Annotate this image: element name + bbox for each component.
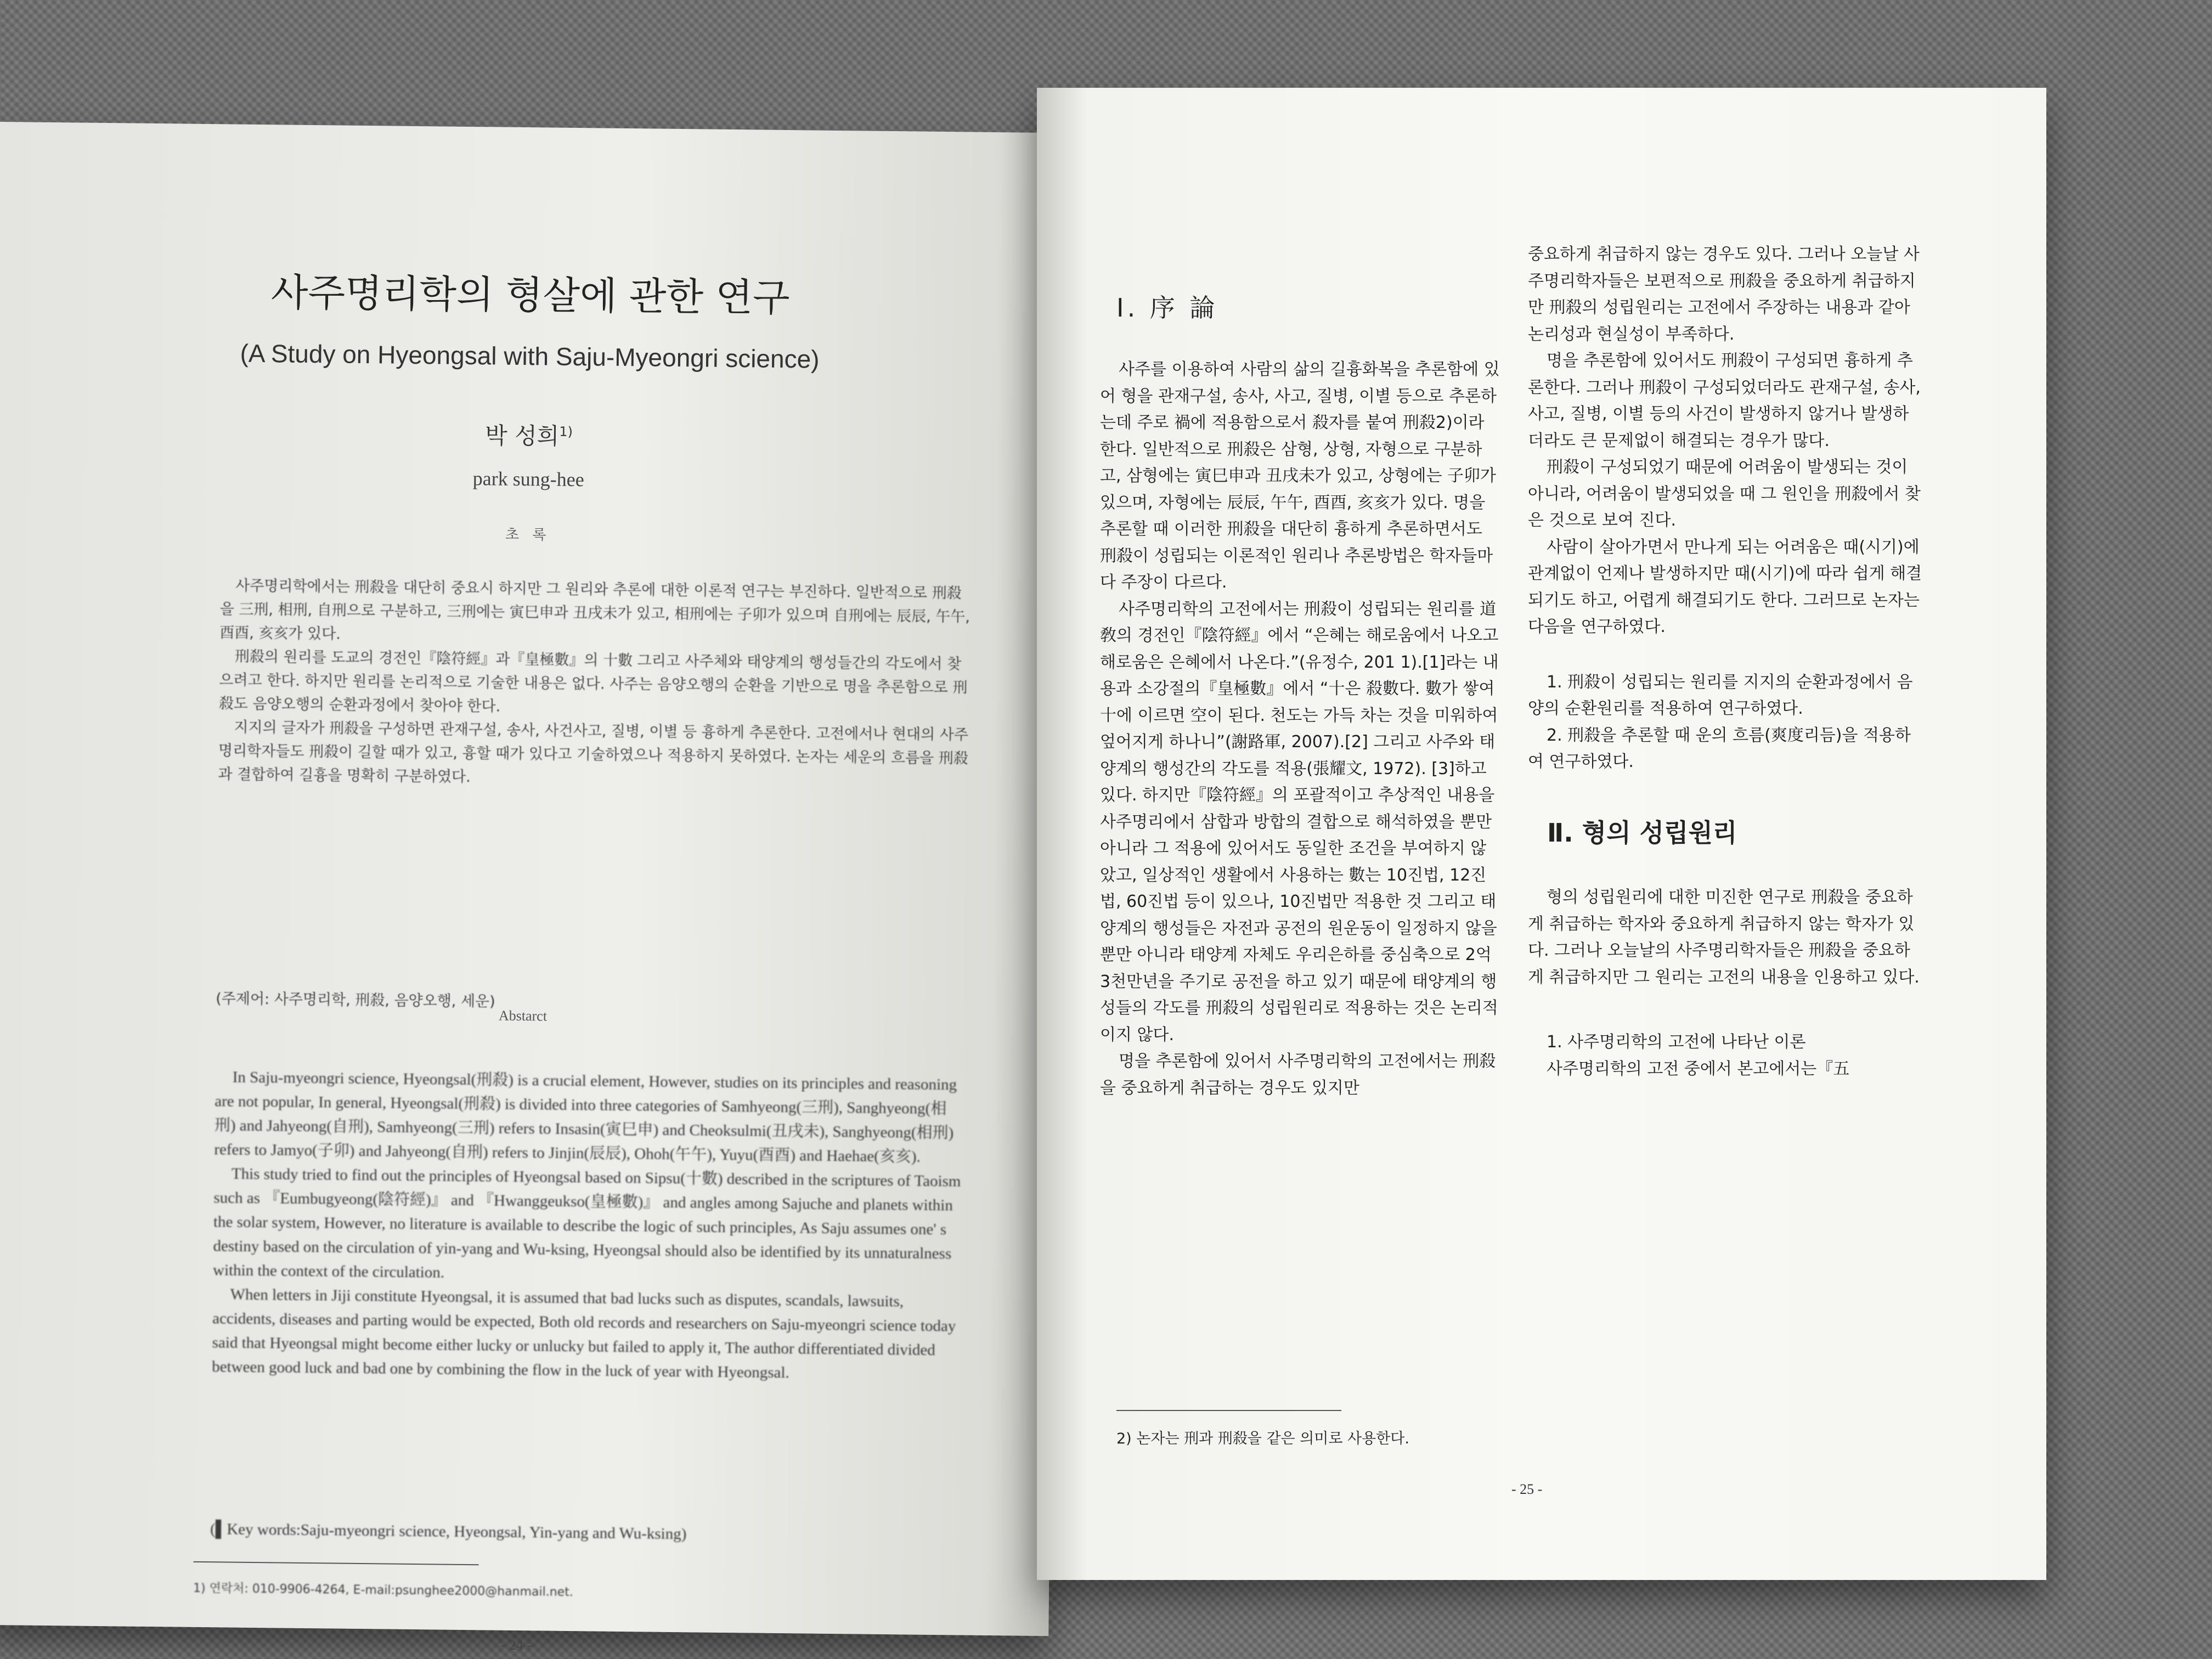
right-page bbox=[1037, 88, 2046, 1580]
left-page bbox=[0, 122, 1064, 1654]
author-name-korean bbox=[0, 413, 1061, 456]
paper-title-english: (A Study on Hyeongsal with Saju-Myeongri science) bbox=[240, 338, 820, 374]
page-number-left: - 24 - bbox=[500, 1637, 532, 1654]
abstract-heading-english: Abstarct bbox=[498, 1007, 548, 1024]
abstract-korean bbox=[218, 574, 972, 794]
body-paragraph: 중요하게 취급하지 않는 경우도 있다. 그러나 오늘날 사주명리학자들은 보편적으로 刑殺을 중요하게 취급하지만 刑殺의 성립원리는 고전에서 주장하는 내용과 같아 논리성과 현실성이 부족하다. bbox=[1528, 245, 1920, 344]
section-heading-introduction: Ⅰ. 序 論 bbox=[1116, 293, 1218, 323]
paper-title: 사주명리학의 형살에 관한 연구 bbox=[270, 270, 791, 321]
abstract-english bbox=[212, 1065, 967, 1386]
abstract-korean-paragraph: 사주명리학에서는 刑殺을 대단히 중요시 하지만 그 원리와 추론에 대한 이론적 연구는 부진하다. 일반적으로 刑殺을 三刑, 相刑, 自刑으로 구분하고, 三刑에는 寅巳申과 丑戌未가 있고, 相刑에는 子卯가 있으며 自刑에는 辰辰, 午午, 酉酉, 亥亥가 있다. bbox=[219, 577, 970, 643]
abstract-korean-paragraph: 지지의 글자가 刑殺을 구성하면 관재구설, 송사, 사건사고, 질병, 이별 등 흉하게 추론한다. 고전에서나 현대의 사주명리학자들도 刑殺이 길할 때가 있고, 흉할 때가 있다고 기술하였으나 적용하지 못하였다. 논자는 세운의 흐름을 刑殺과 결합하여 길흉을 명확히 구분하였다. bbox=[218, 719, 969, 786]
body-paragraph: 사주명리학의 고전에서는 刑殺이 성립되는 원리를 道敎의 경전인『陰符經』에서 “은혜는 해로움에서 나오고 해로움은 은혜에서 나온다.”(유정수, 201 1).[1]라는 내용과 소강절의『皇極數』에서 “十은 殺數다. 數가 쌓여 十에 이르면 空이 된다. 천도는 가득 차는 것을 미워하여 엎어지게 하나니”(謝路軍, 2007).[2] 그리고 사주와 태양계의 행성간의 각도를 적용(張耀文, 1972). [3]하고 있다. 하지만『陰符經』의 포괄적이고 추상적인 내용을 사주명리에서 삼합과 방합의 결합으로 해석하였을 뿐만 아니라 그 적용에 있어서도 동일한 조건을 부여하지 않았고, 일상적인 생활에서 사용하는 數는 10진법, 12진법, 60진법 등이 있으나, 10진법만 적용한 것 그리고 태양계의 행성들은 자전과 공전의 원운동이 일정하지 않을 뿐만 아니라 태양계 자체도 우리은하를 중심축으로 2억 3천만년을 주기로 공전을 하고 있기 때문에 태양계의 행성들의 각도를 刑殺의 성립원리로 적용하는 것은 논리적이지 않다. bbox=[1100, 599, 1499, 1045]
abstract-english-paragraph: In Saju-myeongri science, Hyeongsal(刑殺) is a crucial element, However, studies on its principles and reasoning are not popular, In general, Hyeongsal(刑殺) is divided into three categories of Samhyeong(三刑), Sanghyeong(相刑) and Jahyeong(自刑), Samhyeong(三刑) refers to Insasin(寅巳申) and Cheoksulmi(丑戌未), Sanghyeong(相刑) refers to Jamyo(子卯) and Jahyeong(自刑) refers to Jinjin(辰辰), Ohoh(午午), Yuyu(酉酉) and Haehae(亥亥). bbox=[214, 1068, 957, 1166]
keywords-english: (▌Key words:Saju-myeongri science, Hyeongsal, Yin-yang and Wu-ksing) bbox=[210, 1520, 687, 1543]
section-heading-principles: Ⅱ. 형의 성립원리 bbox=[1547, 817, 1737, 848]
body-paragraph: 사주명리학의 고전 중에서 본고에서는『五 bbox=[1547, 1059, 1850, 1079]
body-paragraph: 명을 추론함에 있어서 사주명리학의 고전에서는 刑殺을 중요하게 취급하는 경우도 있지만 bbox=[1100, 1052, 1496, 1098]
research-item: 2. 刑殺을 추론할 때 운의 흐름(爽度리듬)을 적용하여 연구하였다. bbox=[1528, 725, 1911, 771]
author-name: 박 성희 bbox=[484, 422, 560, 450]
text-column-left bbox=[1100, 357, 1500, 1102]
research-item: 1. 刑殺이 성립되는 원리를 지지의 순환과정에서 음양의 순환원리를 적용하여 연구하였다. bbox=[1528, 672, 1913, 718]
abstract-heading-korean: 초 록 bbox=[505, 526, 551, 544]
footnote-term: 2) 논자는 刑과 刑殺을 같은 의미로 사용한다. bbox=[1116, 1430, 1409, 1447]
body-paragraph: 형의 성립원리에 대한 미진한 연구로 刑殺을 중요하게 취급하는 학자와 중요하게 취급하지 않는 학자가 있다. 그러나 오늘날의 사주명리학자들은 刑殺을 중요하게 취급하지만 그 원리는 고전의 내용을 인용하고 있다. bbox=[1528, 888, 1920, 987]
text-column-right bbox=[1528, 241, 1923, 1082]
footnote-divider bbox=[194, 1561, 479, 1565]
abstract-korean-paragraph: 刑殺의 원리를 도교의 경전인『陰符經』과『皇極數』의 十數 그리고 사주체와 태양계의 행성들간의 각도에서 찾으려고 한다. 하지만 원리를 논리적으로 기술한 내용은 없다. 사주는 음양오행의 순환을 기반으로 명을 추론함으로 刑殺도 음양오행의 순환과정에서 찾아야 한다. bbox=[218, 648, 968, 715]
body-paragraph: 刑殺이 구성되었기 때문에 어려움이 발생되는 것이 아니라, 어려움이 발생되었을 때 그 원인을 刑殺에서 찾은 것으로 보여 진다. bbox=[1528, 458, 1921, 530]
author-name-english: park sung-hee bbox=[472, 467, 584, 491]
page-number-right: - 25 - bbox=[1511, 1481, 1543, 1497]
abstract-english-paragraph: When letters in Jiji constitute Hyeongsal, it is assumed that bad lucks such as disputes, scandals, lawsuits, accidents, diseases and parting would be expected, Both old records and researchers on Saju-myeongri science today said that Hyeongsal might become either lucky or unlucky but failed to apply it, The author differentiated divided between good luck and bad one by combining the flow in the luck of year with Hyeongsal. bbox=[212, 1285, 956, 1382]
body-paragraph: 사주를 이용하여 사람의 삶의 길흉화복을 추론함에 있어 형을 관재구설, 송사, 사고, 질병, 이별 등으로 추론하는데 주로 禍에 적용함으로서 殺자를 붙여 刑殺2)이라 한다. 일반적으로 刑殺은 삼형, 상형, 자형으로 구분하고, 삼형에는 寅巳申과 丑戌未가 있고, 상형에는 子卯가 있으며, 자형에는 辰辰, 午午, 酉酉, 亥亥가 있다. 명을 추론할 때 이러한 刑殺을 대단히 흉하게 추론하면서도 刑殺이 성립되는 이론적인 원리나 추론방법은 학자들마다 주장이 다르다. bbox=[1100, 360, 1500, 592]
body-paragraph: 사람이 살아가면서 만나게 되는 어려움은 때(시기)에 관계없이 언제나 발생하지만 때(시기)에 따라 쉽게 해결되기도 하고, 어렵게 해결되기도 한다. 그러므로 논자는 다음을 연구하였다. bbox=[1528, 537, 1922, 636]
subsection-heading: 1. 사주명리학의 고전에 나타난 이론 bbox=[1547, 1032, 1806, 1052]
body-paragraph: 명을 추론함에 있어서도 刑殺이 구성되면 흉하게 추론한다. 그러나 刑殺이 구성되었더라도 관재구설, 송사, 사고, 질병, 이별 등의 사건이 발생하지 않거나 발생하더라도 큰 문제없이 해결되는 경우가 많다. bbox=[1528, 351, 1921, 450]
footnote-divider bbox=[1116, 1410, 1341, 1411]
keywords-korean: (주제어: 사주명리학, 刑殺, 음양오행, 세운) bbox=[216, 990, 495, 1011]
author-footnote-mark: 1) bbox=[559, 424, 573, 439]
abstract-english-paragraph: This study tried to find out the principles of Hyeongsal based on Sipsu(十數) described in the scriptures of Taoism such as 『Eumbugyeong(陰符經)』 and 『Hwanggeukso(皇極數)』 and angles among Sajuche and planets within the solar system, However, no literature is available to describe the logic of such principles, As Saju assumes one' s destiny based on the circulation of yin-yang and Wu-ksing, Hyeongsal should also be identified by its unnaturalness within the context of the circulation. bbox=[212, 1165, 961, 1282]
footnote-contact: 1) 연락처: 010-9906-4264, E-mail:psunghee2000@hanmail.net. bbox=[193, 1581, 573, 1600]
